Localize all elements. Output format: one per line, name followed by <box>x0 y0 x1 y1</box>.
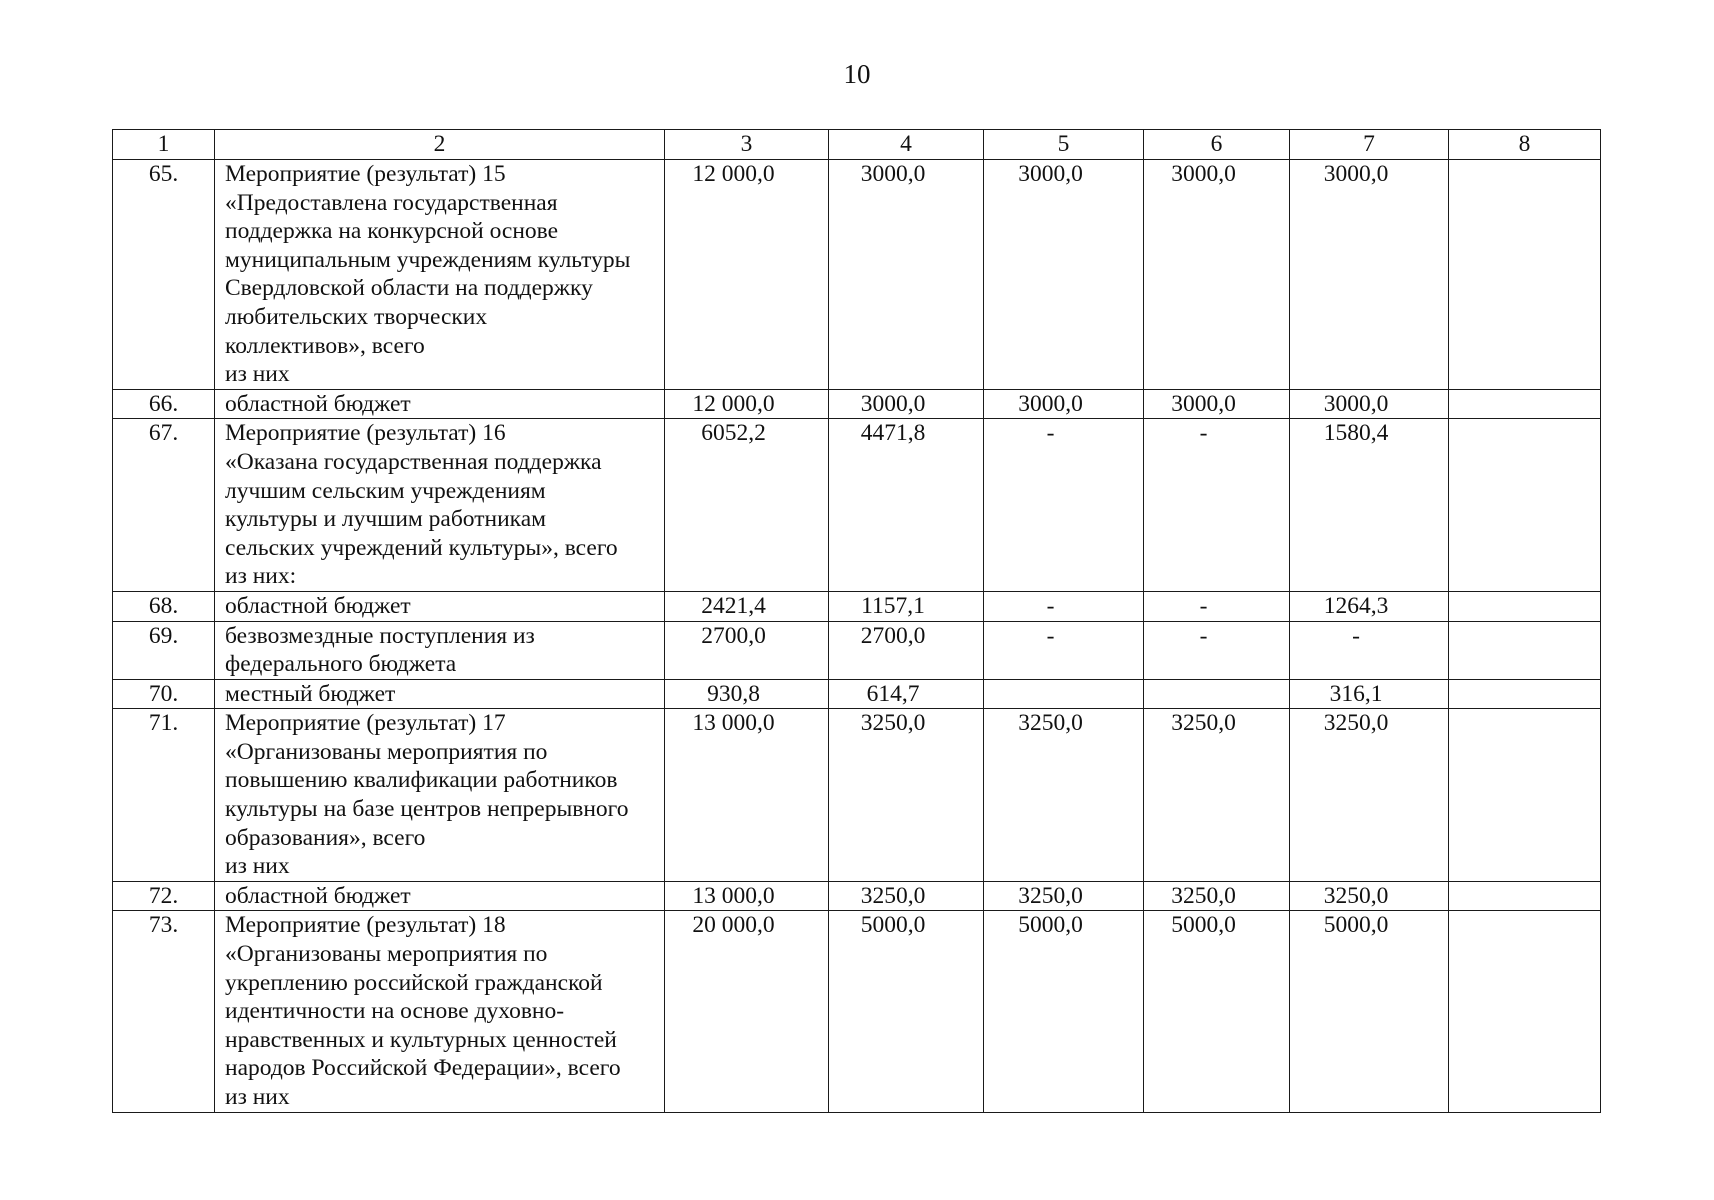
value-cell-c4: 5000,0 <box>829 911 984 1112</box>
row-number: 68. <box>113 591 215 621</box>
value-cell-c3: 2421,4 <box>665 591 829 621</box>
value-cell-c5: 3000,0 <box>984 160 1144 390</box>
table-row <box>113 160 1601 390</box>
column-header: 8 <box>1449 130 1601 160</box>
value-cell-c5: - <box>984 621 1144 679</box>
value-cell-c5: 3000,0 <box>984 389 1144 419</box>
value-cell-c7: 3250,0 <box>1290 709 1449 882</box>
value-cell-c4: 614,7 <box>829 679 984 709</box>
table-row <box>113 881 1601 911</box>
value-cell-c4: 2700,0 <box>829 621 984 679</box>
value-cell-c6: 5000,0 <box>1144 911 1290 1112</box>
table-row <box>113 621 1601 679</box>
value-cell-c7: 1264,3 <box>1290 591 1449 621</box>
value-cell-c6: 3000,0 <box>1144 160 1290 390</box>
value-cell-c8 <box>1449 389 1601 419</box>
table-row <box>113 911 1601 1112</box>
value-cell-c6: - <box>1144 621 1290 679</box>
row-number: 66. <box>113 389 215 419</box>
table-row <box>113 679 1601 709</box>
value-cell-c8 <box>1449 881 1601 911</box>
value-cell-c8 <box>1449 621 1601 679</box>
budget-table <box>112 129 1601 1113</box>
value-cell-c3: 12 000,0 <box>665 389 829 419</box>
value-cell-c6: - <box>1144 591 1290 621</box>
row-description: областной бюджет <box>215 389 665 419</box>
value-cell-c8 <box>1449 679 1601 709</box>
value-cell-c5: - <box>984 419 1144 592</box>
column-header: 6 <box>1144 130 1290 160</box>
value-cell-c3: 2700,0 <box>665 621 829 679</box>
value-cell-c4: 1157,1 <box>829 591 984 621</box>
page-number: 10 <box>843 59 871 89</box>
table-row <box>113 709 1601 882</box>
value-cell-c8 <box>1449 911 1601 1112</box>
value-cell-c8 <box>1449 709 1601 882</box>
value-cell-c4: 4471,8 <box>829 419 984 592</box>
value-cell-c3: 6052,2 <box>665 419 829 592</box>
value-cell-c6 <box>1144 679 1290 709</box>
row-number: 71. <box>113 709 215 882</box>
value-cell-c4: 3250,0 <box>829 881 984 911</box>
value-cell-c3: 13 000,0 <box>665 709 829 882</box>
row-description: Мероприятие (результат) 18 «Организованы мероприятия по укреплению российской гражданской идентичности на основе духовно- нравственных и культурных ценностей народов Российской Федерации», всего из них <box>215 911 665 1112</box>
column-header: 2 <box>215 130 665 160</box>
column-header: 3 <box>665 130 829 160</box>
value-cell-c5 <box>984 679 1144 709</box>
value-cell-c5: - <box>984 591 1144 621</box>
row-description: областной бюджет <box>215 591 665 621</box>
row-number: 70. <box>113 679 215 709</box>
table-row <box>113 389 1601 419</box>
row-description: областной бюджет <box>215 881 665 911</box>
row-description: Мероприятие (результат) 16 «Оказана государственная поддержка лучшим сельским учреждениям культуры и лучшим работникам сельских учреждений культуры», всего из них: <box>215 419 665 592</box>
row-description: Мероприятие (результат) 17 «Организованы мероприятия по повышению квалификации работников культуры на базе центров непрерывного образования», всего из них <box>215 709 665 882</box>
value-cell-c3: 13 000,0 <box>665 881 829 911</box>
value-cell-c5: 5000,0 <box>984 911 1144 1112</box>
value-cell-c8 <box>1449 160 1601 390</box>
value-cell-c7: 316,1 <box>1290 679 1449 709</box>
row-number: 65. <box>113 160 215 390</box>
value-cell-c7: 1580,4 <box>1290 419 1449 592</box>
value-cell-c7: 5000,0 <box>1290 911 1449 1112</box>
row-number: 67. <box>113 419 215 592</box>
value-cell-c8 <box>1449 591 1601 621</box>
row-description: местный бюджет <box>215 679 665 709</box>
value-cell-c3: 20 000,0 <box>665 911 829 1112</box>
value-cell-c7: 3000,0 <box>1290 389 1449 419</box>
column-header: 7 <box>1290 130 1449 160</box>
value-cell-c6: - <box>1144 419 1290 592</box>
value-cell-c3: 12 000,0 <box>665 160 829 390</box>
value-cell-c5: 3250,0 <box>984 709 1144 882</box>
column-header: 4 <box>829 130 984 160</box>
table-body <box>113 130 1601 1113</box>
table-row <box>113 591 1601 621</box>
row-number: 69. <box>113 621 215 679</box>
value-cell-c7: 3000,0 <box>1290 160 1449 390</box>
table-row <box>113 419 1601 592</box>
value-cell-c7: - <box>1290 621 1449 679</box>
column-header: 5 <box>984 130 1144 160</box>
value-cell-c3: 930,8 <box>665 679 829 709</box>
row-number: 72. <box>113 881 215 911</box>
value-cell-c4: 3000,0 <box>829 160 984 390</box>
row-description: Мероприятие (результат) 15 «Предоставлена государственная поддержка на конкурсной основе муниципальным учреждениям культуры Свердловской области на поддержку любительских творческих коллективов», всего из них <box>215 160 665 390</box>
value-cell-c4: 3250,0 <box>829 709 984 882</box>
value-cell-c5: 3250,0 <box>984 881 1144 911</box>
row-number: 73. <box>113 911 215 1112</box>
value-cell-c6: 3000,0 <box>1144 389 1290 419</box>
value-cell-c6: 3250,0 <box>1144 881 1290 911</box>
row-description: безвозмездные поступления из федерального бюджета <box>215 621 665 679</box>
value-cell-c8 <box>1449 419 1601 592</box>
table-header-row <box>113 130 1601 160</box>
value-cell-c7: 3250,0 <box>1290 881 1449 911</box>
value-cell-c4: 3000,0 <box>829 389 984 419</box>
value-cell-c6: 3250,0 <box>1144 709 1290 882</box>
column-header: 1 <box>113 130 215 160</box>
